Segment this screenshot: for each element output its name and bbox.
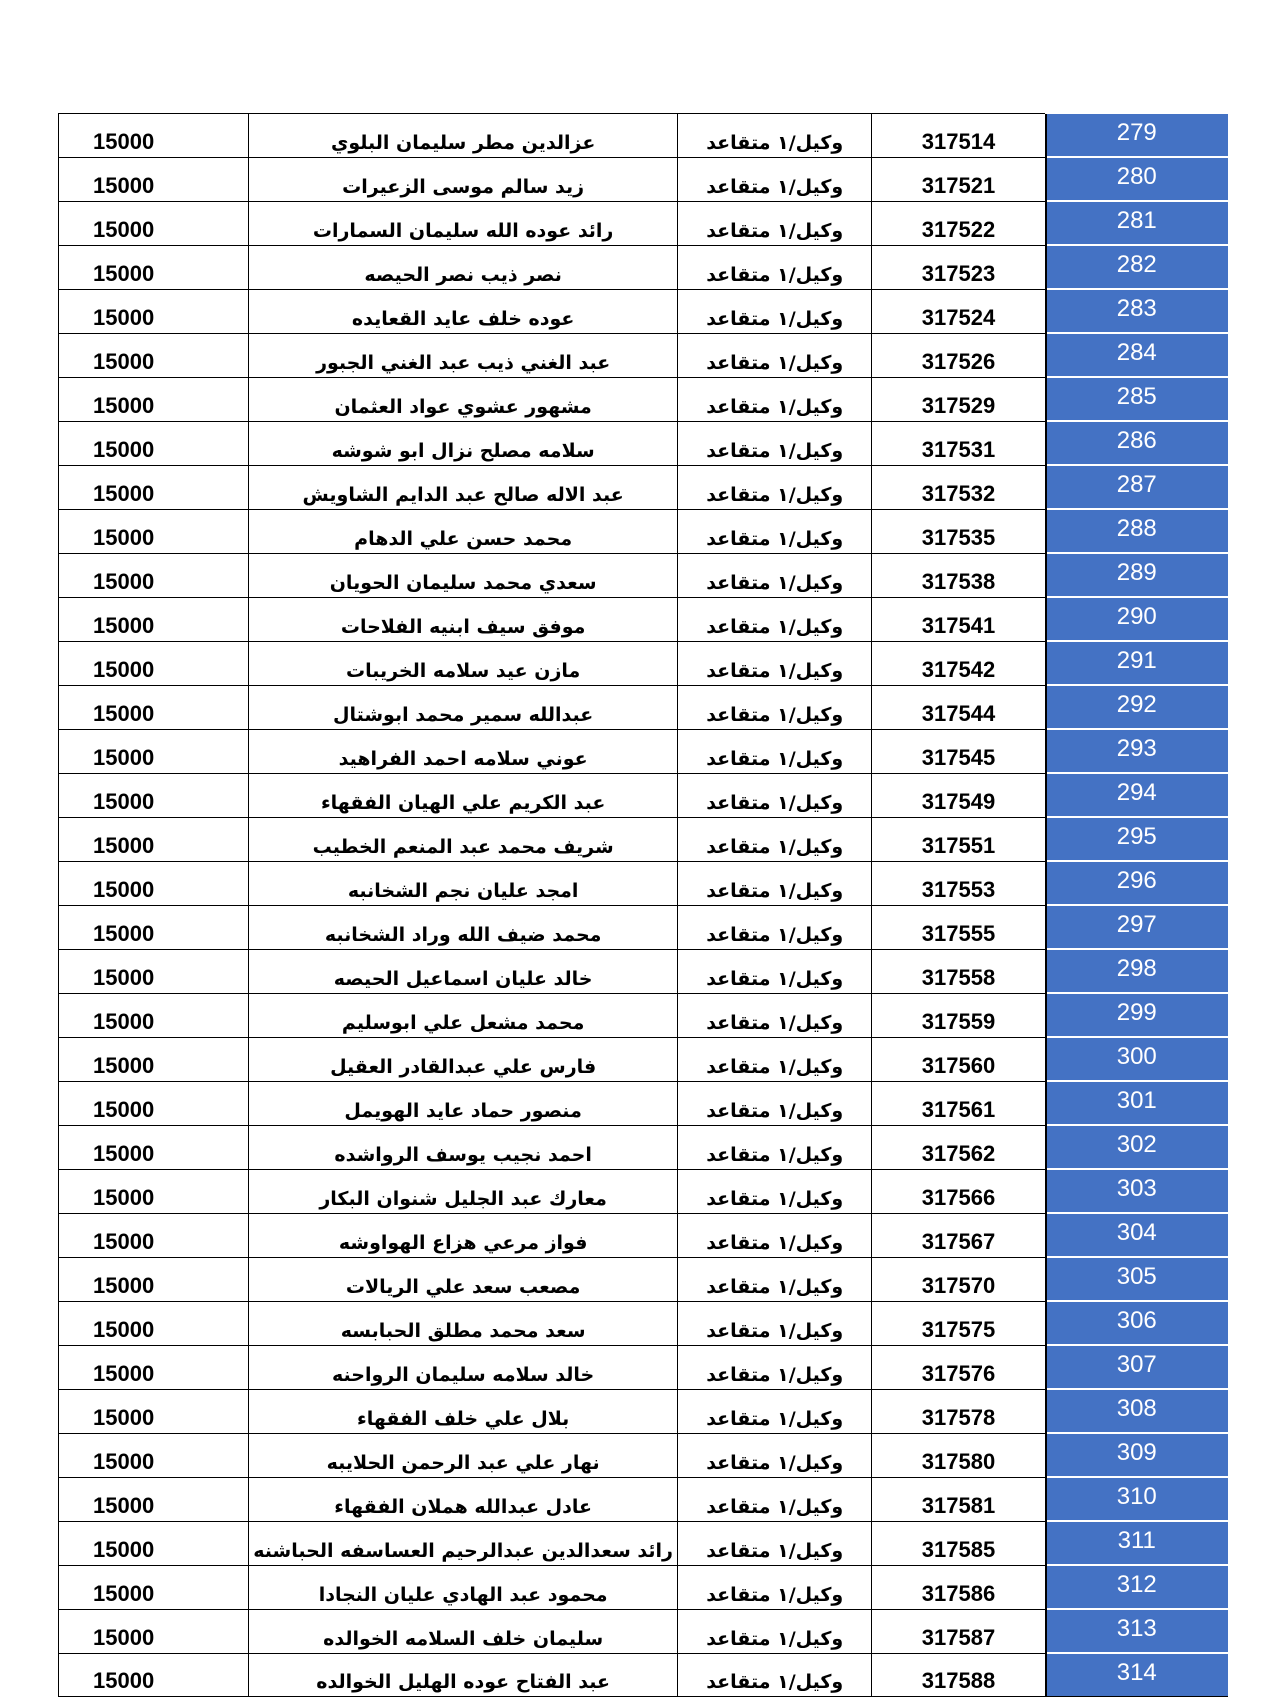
table-row <box>59 1081 1228 1125</box>
rank-cell: وكيل/١ متقاعد <box>677 685 871 729</box>
rank-cell: وكيل/١ متقاعد <box>677 553 871 597</box>
id-number-cell: 317561 <box>872 1081 1046 1125</box>
sequence-number-cell: 281 <box>1046 201 1228 245</box>
id-number-cell: 317588 <box>872 1653 1046 1697</box>
id-number-cell: 317526 <box>872 333 1046 377</box>
sequence-number-cell: 291 <box>1046 641 1228 685</box>
rank-cell: وكيل/١ متقاعد <box>677 993 871 1037</box>
name-cell: محمود عبد الهادي عليان النجادا <box>249 1565 678 1609</box>
id-number-cell: 317570 <box>872 1257 1046 1301</box>
id-number-cell: 317529 <box>872 377 1046 421</box>
sequence-number-cell: 282 <box>1046 245 1228 289</box>
table-row <box>59 993 1228 1037</box>
amount-cell: 15000 <box>59 993 249 1037</box>
table-row <box>59 949 1228 993</box>
id-number-cell: 317586 <box>872 1565 1046 1609</box>
table-row <box>59 245 1228 289</box>
table-row <box>59 1125 1228 1169</box>
name-cell: نهار علي عبد الرحمن الحلايبه <box>249 1433 678 1477</box>
table-row <box>59 289 1228 333</box>
name-cell: سليمان خلف السلامه الخوالده <box>249 1609 678 1653</box>
table-row <box>59 1565 1228 1609</box>
sequence-number-cell: 310 <box>1046 1477 1228 1521</box>
amount-cell: 15000 <box>59 1037 249 1081</box>
amount-cell: 15000 <box>59 421 249 465</box>
table-row <box>59 421 1228 465</box>
amount-cell: 15000 <box>59 861 249 905</box>
sequence-number-cell: 313 <box>1046 1609 1228 1653</box>
sequence-number-cell: 301 <box>1046 1081 1228 1125</box>
name-cell: عبدالله سمير محمد ابوشتال <box>249 685 678 729</box>
id-number-cell: 317575 <box>872 1301 1046 1345</box>
amount-cell: 15000 <box>59 729 249 773</box>
sequence-number-cell: 297 <box>1046 905 1228 949</box>
rank-cell: وكيل/١ متقاعد <box>677 1565 871 1609</box>
amount-cell: 15000 <box>59 1257 249 1301</box>
amount-cell: 15000 <box>59 597 249 641</box>
sequence-number-cell: 306 <box>1046 1301 1228 1345</box>
data-table <box>58 112 1228 1697</box>
rank-cell: وكيل/١ متقاعد <box>677 1301 871 1345</box>
amount-cell: 15000 <box>59 1345 249 1389</box>
id-number-cell: 317514 <box>872 113 1046 157</box>
name-cell: محمد مشعل علي ابوسليم <box>249 993 678 1037</box>
amount-cell: 15000 <box>59 949 249 993</box>
name-cell: معارك عبد الجليل شنوان البكار <box>249 1169 678 1213</box>
rank-cell: وكيل/١ متقاعد <box>677 1257 871 1301</box>
sequence-number-cell: 308 <box>1046 1389 1228 1433</box>
table-row <box>59 1609 1228 1653</box>
id-number-cell: 317562 <box>872 1125 1046 1169</box>
sequence-number-cell: 284 <box>1046 333 1228 377</box>
table-row <box>59 553 1228 597</box>
id-number-cell: 317578 <box>872 1389 1046 1433</box>
id-number-cell: 317542 <box>872 641 1046 685</box>
amount-cell: 15000 <box>59 1389 249 1433</box>
amount-cell: 15000 <box>59 1433 249 1477</box>
name-cell: عبد الفتاح عوده الهليل الخوالده <box>249 1653 678 1697</box>
table-row <box>59 1257 1228 1301</box>
table-body <box>59 113 1228 1697</box>
name-cell: فارس علي عبدالقادر العقيل <box>249 1037 678 1081</box>
name-cell: عادل عبدالله هملان الفقهاء <box>249 1477 678 1521</box>
name-cell: موفق سيف ابنيه الفلاحات <box>249 597 678 641</box>
amount-cell: 15000 <box>59 1521 249 1565</box>
amount-cell: 15000 <box>59 201 249 245</box>
data-table-container <box>58 112 1228 1697</box>
table-row <box>59 1169 1228 1213</box>
sequence-number-cell: 312 <box>1046 1565 1228 1609</box>
table-row <box>59 333 1228 377</box>
amount-cell: 15000 <box>59 1301 249 1345</box>
id-number-cell: 317576 <box>872 1345 1046 1389</box>
amount-cell: 15000 <box>59 1125 249 1169</box>
id-number-cell: 317558 <box>872 949 1046 993</box>
name-cell: عوده خلف عايد القعايده <box>249 289 678 333</box>
amount-cell: 15000 <box>59 1565 249 1609</box>
table-row <box>59 1345 1228 1389</box>
table-row <box>59 861 1228 905</box>
id-number-cell: 317585 <box>872 1521 1046 1565</box>
id-number-cell: 317560 <box>872 1037 1046 1081</box>
table-row <box>59 157 1228 201</box>
rank-cell: وكيل/١ متقاعد <box>677 465 871 509</box>
rank-cell: وكيل/١ متقاعد <box>677 1389 871 1433</box>
rank-cell: وكيل/١ متقاعد <box>677 245 871 289</box>
id-number-cell: 317535 <box>872 509 1046 553</box>
name-cell: خالد سلامه سليمان الرواحنه <box>249 1345 678 1389</box>
name-cell: محمد ضيف الله وراد الشخانبه <box>249 905 678 949</box>
rank-cell: وكيل/١ متقاعد <box>677 1213 871 1257</box>
id-number-cell: 317559 <box>872 993 1046 1037</box>
table-row <box>59 1037 1228 1081</box>
rank-cell: وكيل/١ متقاعد <box>677 113 871 157</box>
rank-cell: وكيل/١ متقاعد <box>677 729 871 773</box>
rank-cell: وكيل/١ متقاعد <box>677 1169 871 1213</box>
sequence-number-cell: 298 <box>1046 949 1228 993</box>
name-cell: مازن عيد سلامه الخريبات <box>249 641 678 685</box>
rank-cell: وكيل/١ متقاعد <box>677 1345 871 1389</box>
table-row <box>59 729 1228 773</box>
amount-cell: 15000 <box>59 773 249 817</box>
rank-cell: وكيل/١ متقاعد <box>677 1037 871 1081</box>
sequence-number-cell: 289 <box>1046 553 1228 597</box>
rank-cell: وكيل/١ متقاعد <box>677 377 871 421</box>
rank-cell: وكيل/١ متقاعد <box>677 905 871 949</box>
rank-cell: وكيل/١ متقاعد <box>677 1477 871 1521</box>
rank-cell: وكيل/١ متقاعد <box>677 421 871 465</box>
sequence-number-cell: 283 <box>1046 289 1228 333</box>
sequence-number-cell: 299 <box>1046 993 1228 1037</box>
amount-cell: 15000 <box>59 1081 249 1125</box>
amount-cell: 15000 <box>59 333 249 377</box>
rank-cell: وكيل/١ متقاعد <box>677 861 871 905</box>
sequence-number-cell: 293 <box>1046 729 1228 773</box>
rank-cell: وكيل/١ متقاعد <box>677 289 871 333</box>
name-cell: عبد الكريم علي الهيان الفقهاء <box>249 773 678 817</box>
rank-cell: وكيل/١ متقاعد <box>677 641 871 685</box>
name-cell: رائد سعدالدين عبدالرحيم العساسفه الحباشنه <box>249 1521 678 1565</box>
sequence-number-cell: 302 <box>1046 1125 1228 1169</box>
amount-cell: 15000 <box>59 289 249 333</box>
table-row <box>59 685 1228 729</box>
id-number-cell: 317545 <box>872 729 1046 773</box>
sequence-number-cell: 286 <box>1046 421 1228 465</box>
amount-cell: 15000 <box>59 377 249 421</box>
sequence-number-cell: 296 <box>1046 861 1228 905</box>
id-number-cell: 317567 <box>872 1213 1046 1257</box>
sequence-number-cell: 294 <box>1046 773 1228 817</box>
name-cell: مصعب سعد علي الريالات <box>249 1257 678 1301</box>
amount-cell: 15000 <box>59 157 249 201</box>
id-number-cell: 317522 <box>872 201 1046 245</box>
sequence-number-cell: 314 <box>1046 1653 1228 1697</box>
name-cell: امجد عليان نجم الشخانبه <box>249 861 678 905</box>
amount-cell: 15000 <box>59 817 249 861</box>
sequence-number-cell: 305 <box>1046 1257 1228 1301</box>
name-cell: عزالدين مطر سليمان البلوي <box>249 113 678 157</box>
id-number-cell: 317551 <box>872 817 1046 861</box>
name-cell: خالد عليان اسماعيل الحيصه <box>249 949 678 993</box>
name-cell: رائد عوده الله سليمان السمارات <box>249 201 678 245</box>
name-cell: نصر ذيب نصر الحيصه <box>249 245 678 289</box>
rank-cell: وكيل/١ متقاعد <box>677 157 871 201</box>
sequence-number-cell: 285 <box>1046 377 1228 421</box>
table-row <box>59 773 1228 817</box>
rank-cell: وكيل/١ متقاعد <box>677 1433 871 1477</box>
sequence-number-cell: 295 <box>1046 817 1228 861</box>
name-cell: عبد الاله صالح عبد الدايم الشاويش <box>249 465 678 509</box>
table-row <box>59 1477 1228 1521</box>
amount-cell: 15000 <box>59 509 249 553</box>
table-row <box>59 1301 1228 1345</box>
table-row <box>59 1653 1228 1697</box>
sequence-number-cell: 287 <box>1046 465 1228 509</box>
name-cell: سعدي محمد سليمان الحويان <box>249 553 678 597</box>
name-cell: عبد الغني ذيب عبد الغني الجبور <box>249 333 678 377</box>
sequence-number-cell: 303 <box>1046 1169 1228 1213</box>
sequence-number-cell: 292 <box>1046 685 1228 729</box>
amount-cell: 15000 <box>59 465 249 509</box>
table-row <box>59 1521 1228 1565</box>
name-cell: منصور حماد عايد الهويمل <box>249 1081 678 1125</box>
id-number-cell: 317531 <box>872 421 1046 465</box>
table-row <box>59 1213 1228 1257</box>
rank-cell: وكيل/١ متقاعد <box>677 1609 871 1653</box>
table-row <box>59 113 1228 157</box>
table-row <box>59 905 1228 949</box>
table-row <box>59 509 1228 553</box>
rank-cell: وكيل/١ متقاعد <box>677 597 871 641</box>
sequence-number-cell: 309 <box>1046 1433 1228 1477</box>
id-number-cell: 317580 <box>872 1433 1046 1477</box>
amount-cell: 15000 <box>59 905 249 949</box>
rank-cell: وكيل/١ متقاعد <box>677 1653 871 1697</box>
amount-cell: 15000 <box>59 1169 249 1213</box>
table-row <box>59 1389 1228 1433</box>
rank-cell: وكيل/١ متقاعد <box>677 817 871 861</box>
id-number-cell: 317555 <box>872 905 1046 949</box>
name-cell: سعد محمد مطلق الحبابسه <box>249 1301 678 1345</box>
id-number-cell: 317544 <box>872 685 1046 729</box>
id-number-cell: 317566 <box>872 1169 1046 1213</box>
id-number-cell: 317581 <box>872 1477 1046 1521</box>
id-number-cell: 317521 <box>872 157 1046 201</box>
id-number-cell: 317532 <box>872 465 1046 509</box>
sequence-number-cell: 300 <box>1046 1037 1228 1081</box>
name-cell: سلامه مصلح نزال ابو شوشه <box>249 421 678 465</box>
sequence-number-cell: 288 <box>1046 509 1228 553</box>
name-cell: مشهور عشوي عواد العثمان <box>249 377 678 421</box>
table-row <box>59 465 1228 509</box>
rank-cell: وكيل/١ متقاعد <box>677 773 871 817</box>
amount-cell: 15000 <box>59 1609 249 1653</box>
rank-cell: وكيل/١ متقاعد <box>677 1521 871 1565</box>
id-number-cell: 317524 <box>872 289 1046 333</box>
id-number-cell: 317541 <box>872 597 1046 641</box>
table-row <box>59 377 1228 421</box>
table-row <box>59 597 1228 641</box>
amount-cell: 15000 <box>59 245 249 289</box>
sequence-number-cell: 311 <box>1046 1521 1228 1565</box>
amount-cell: 15000 <box>59 1653 249 1697</box>
amount-cell: 15000 <box>59 553 249 597</box>
name-cell: زيد سالم موسى الزعيرات <box>249 157 678 201</box>
amount-cell: 15000 <box>59 685 249 729</box>
rank-cell: وكيل/١ متقاعد <box>677 509 871 553</box>
amount-cell: 15000 <box>59 641 249 685</box>
id-number-cell: 317553 <box>872 861 1046 905</box>
table-row <box>59 817 1228 861</box>
amount-cell: 15000 <box>59 1213 249 1257</box>
name-cell: محمد حسن علي الدهام <box>249 509 678 553</box>
sequence-number-cell: 304 <box>1046 1213 1228 1257</box>
id-number-cell: 317587 <box>872 1609 1046 1653</box>
table-row <box>59 641 1228 685</box>
name-cell: شريف محمد عبد المنعم الخطيب <box>249 817 678 861</box>
sequence-number-cell: 280 <box>1046 157 1228 201</box>
name-cell: فواز مرعي هزاع الهواوشه <box>249 1213 678 1257</box>
amount-cell: 15000 <box>59 113 249 157</box>
name-cell: عوني سلامه احمد الفراهيد <box>249 729 678 773</box>
id-number-cell: 317538 <box>872 553 1046 597</box>
rank-cell: وكيل/١ متقاعد <box>677 201 871 245</box>
table-row <box>59 201 1228 245</box>
rank-cell: وكيل/١ متقاعد <box>677 1125 871 1169</box>
rank-cell: وكيل/١ متقاعد <box>677 333 871 377</box>
rank-cell: وكيل/١ متقاعد <box>677 1081 871 1125</box>
id-number-cell: 317549 <box>872 773 1046 817</box>
sequence-number-cell: 279 <box>1046 113 1228 157</box>
sequence-number-cell: 290 <box>1046 597 1228 641</box>
table-row <box>59 1433 1228 1477</box>
rank-cell: وكيل/١ متقاعد <box>677 949 871 993</box>
name-cell: بلال علي خلف الفقهاء <box>249 1389 678 1433</box>
name-cell: احمد نجيب يوسف الرواشده <box>249 1125 678 1169</box>
sequence-number-cell: 307 <box>1046 1345 1228 1389</box>
id-number-cell: 317523 <box>872 245 1046 289</box>
amount-cell: 15000 <box>59 1477 249 1521</box>
